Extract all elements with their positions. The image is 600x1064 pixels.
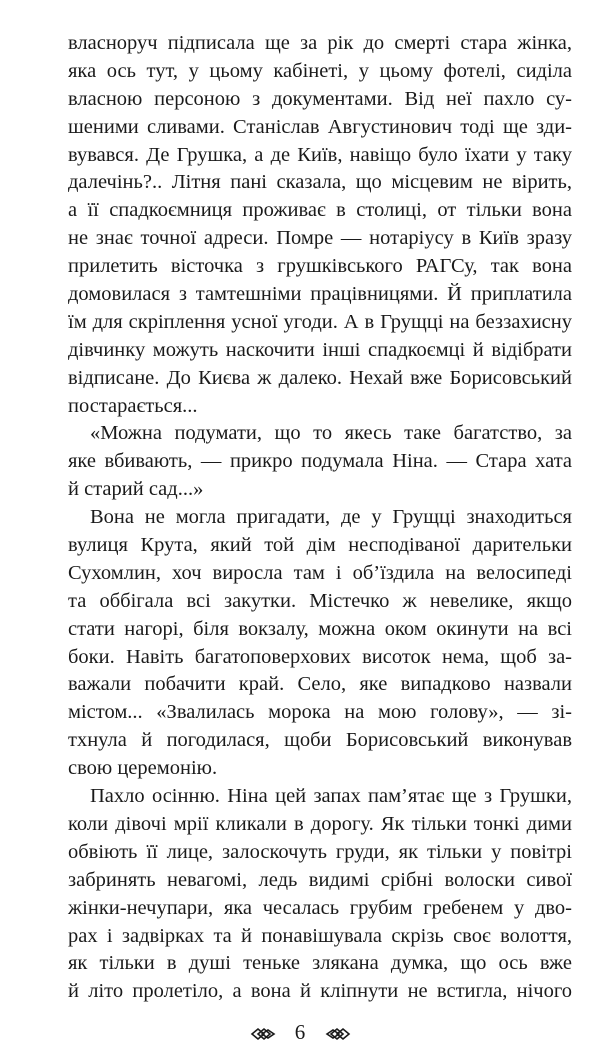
text-line: та оббігала всі закутки. Містечко ж невелике, якщо xyxy=(68,589,572,612)
page-number: 6 xyxy=(294,1020,306,1044)
text-line: їм для скріплення усної угоди. А в Грущці на беззахисну xyxy=(68,310,572,333)
text-line: постарається... xyxy=(68,394,198,417)
text-line: прилетить вісточка з грушківського РАГСу, так вона xyxy=(68,255,572,278)
text-line: й старий сад...» xyxy=(68,478,204,501)
text-line: а її спадкоємниця проживає в столиці, от тільки вона xyxy=(68,199,572,222)
text-line: свою церемонію. xyxy=(68,757,218,780)
text-line: й літо пролетіло, а вона й кліпнути не встигла, нічого xyxy=(68,980,572,1003)
text-line: коли дівочі мрії кликали в дорогу. Як тільки тонкі дими xyxy=(68,812,572,835)
text-line: шеними сливами. Станіслав Августинович тоді ще зди- xyxy=(68,115,572,138)
page-footer xyxy=(0,1020,600,1047)
knot-ornament-icon xyxy=(250,1022,276,1047)
text-line: «Можна подумати, що то якесь таке багатство, за xyxy=(90,422,572,445)
text-line: відписане. До Києва ж далеко. Нехай вже Борисовський xyxy=(68,366,572,389)
text-line: жінки-нечупари, яка чесалась грубим гребенем у дво- xyxy=(68,896,572,919)
text-line: Пахло осінню. Ніна цей запах пам’ятає ще з Грушки, xyxy=(90,785,572,808)
knot-ornament-icon xyxy=(325,1022,351,1047)
text-line: забринять невагомі, ледь видимі срібні волоски сивої xyxy=(68,868,572,891)
text-line: боки. Навіть багатоповерхових висоток нема, щоб за- xyxy=(68,645,572,668)
text-line: власною персоною з документами. Від неї пахло су- xyxy=(68,87,572,110)
text-line: яка ось тут, у цьому кабінеті, у цьому фотелі, сиділа xyxy=(68,59,572,82)
text-line: стати нагорі, біля вокзалу, можна оком окинути на всі xyxy=(68,617,572,640)
text-line: яке вбивають, — прикро подумала Ніна. — Стара хата xyxy=(68,450,572,473)
text-line: тхнула й погодилася, щоби Борисовський виконував xyxy=(68,729,572,752)
text-line: не знає точної адреси. Помре — нотаріусу в Київ зразу xyxy=(68,227,572,250)
text-line: обвіють її лице, залоскочуть груди, як тільки у повітрі xyxy=(68,840,572,863)
text-line: дівчинку можуть наскочити інші спадкоємці й відібрати xyxy=(68,338,572,361)
text-line: власноруч підписала ще за рік до смерті стара жінка, xyxy=(68,32,572,54)
text-line: рах і задвірках та й понавішувала скрізь своє волоття, xyxy=(68,924,572,947)
text-line: вувався. Де Грушка, а де Київ, навіщо було їхати у таку xyxy=(68,143,572,166)
page-body-text xyxy=(68,30,572,1006)
text-line: Сухомлин, хоч виросла там і об’їздила на велосипеді xyxy=(68,561,572,584)
text-line: вулиця Крута, який той дім несподіваної дарительки xyxy=(68,534,572,557)
text-line: важали побачити край. Село, яке випадково назвали xyxy=(68,673,572,696)
text-line: домовилася з тамтешніми працівницями. Й приплатила xyxy=(68,283,572,306)
text-line: як тільки в душі теньке злякана думка, що ось вже xyxy=(68,952,572,975)
text-line: далечінь?.. Літня пані сказала, що місцевим не вірить, xyxy=(68,171,572,194)
text-line: Вона не могла пригадати, де у Грущці знаходиться xyxy=(90,506,572,529)
text-line: містом... «Звалилась морока на мою голову», — зі- xyxy=(68,701,572,724)
